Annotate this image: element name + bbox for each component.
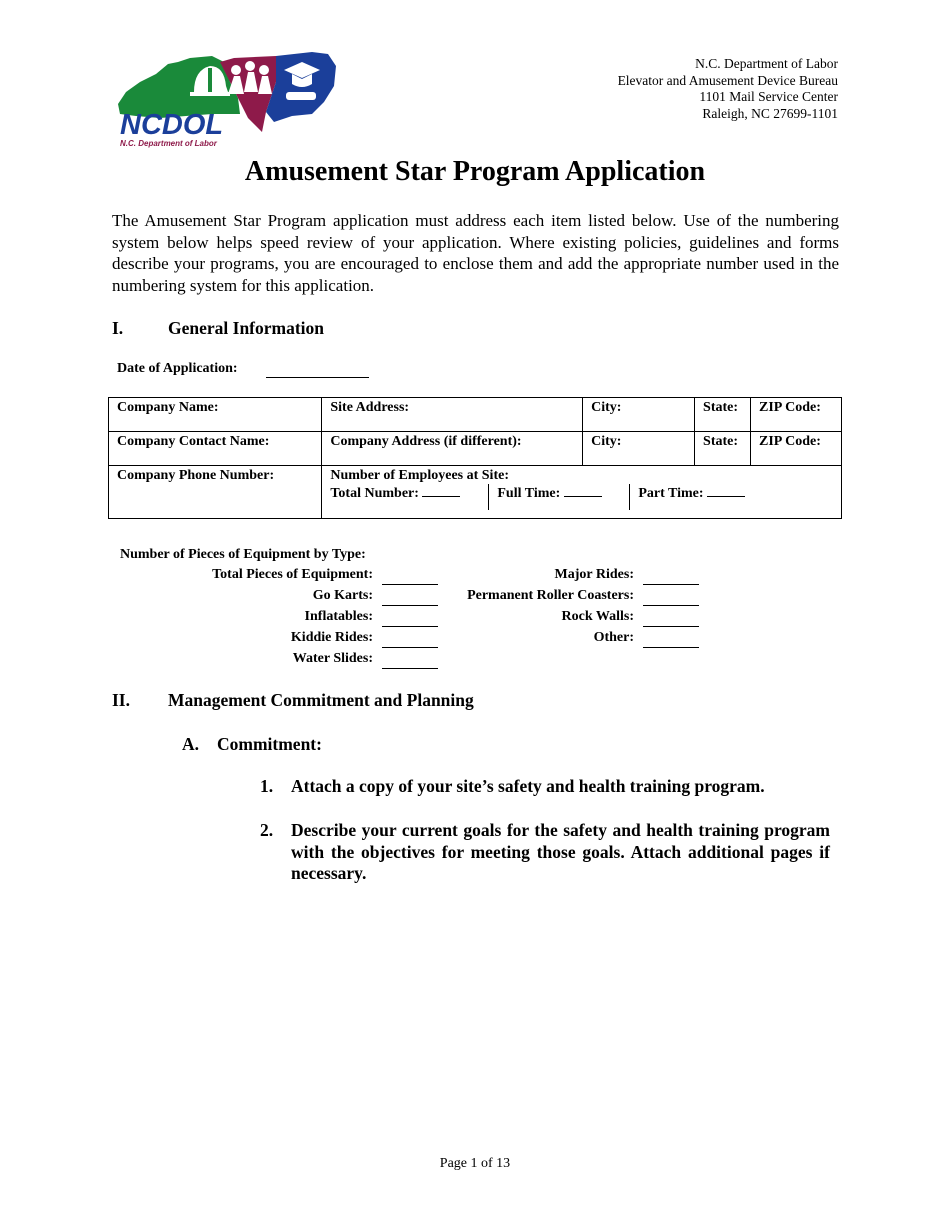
subsection-title: Commitment: [217, 734, 322, 754]
subsection-commitment [182, 734, 322, 755]
company-contact-name-field[interactable]: Company Contact Name: [109, 432, 322, 466]
section-number: I. [112, 318, 124, 338]
full-time-field[interactable] [488, 484, 629, 510]
equipment-label-other: Other: [593, 630, 634, 645]
full-time-blank[interactable] [564, 484, 602, 497]
part-time-blank[interactable] [707, 484, 745, 497]
equipment-label-water-slides: Water Slides: [292, 651, 373, 666]
equipment-field-inflatables[interactable] [382, 626, 438, 627]
equipment-field-other[interactable] [643, 647, 699, 648]
equipment-field-kiddie-rides[interactable] [382, 647, 438, 648]
date-of-application-label: Date of Application: [117, 361, 238, 376]
equipment-label-roller-coasters: Permanent Roller Coasters: [467, 588, 634, 603]
equipment-label-kiddie-rides: Kiddie Rides: [290, 630, 373, 645]
bureau-address [618, 56, 838, 122]
equipment-field-water-slides[interactable] [382, 668, 438, 669]
subsection-letter: A. [182, 734, 200, 754]
intro-paragraph: The Amusement Star Program application must address each item listed below. Use of the numbering system below helps speed review of your application. Where existing policies, guidelines and forms describe your programs, you are encouraged to enclose them and add the appropriate number used in the numbering system for this application. [112, 211, 839, 295]
part-time-label: Part Time: [638, 486, 704, 501]
item-number: 2. [260, 820, 274, 840]
address-line-2: Elevator and Amusement Device Bureau [617, 72, 838, 88]
item-text: Attach a copy of your site’s safety and health training program. [291, 776, 765, 796]
logo-subtext: N.C. Department of Labor [120, 139, 217, 148]
ncdol-logo [116, 52, 338, 148]
total-employees-label: Total Number: [330, 486, 419, 501]
site-zip-field[interactable]: ZIP Code: [751, 398, 842, 432]
page-title: Amusement Star Program Application [244, 156, 706, 187]
equipment-field-major-rides[interactable] [643, 584, 699, 585]
site-address-field[interactable]: Site Address: [322, 398, 583, 432]
item-number: 1. [260, 776, 274, 796]
date-of-application-field[interactable] [266, 377, 369, 378]
address-line-3: 1101 Mail Service Center [699, 89, 838, 104]
company-city-field[interactable]: City: [583, 432, 695, 466]
equipment-heading: Number of Pieces of Equipment by Type: [120, 547, 366, 562]
equipment-label-inflatables: Inflatables: [304, 609, 373, 624]
equipment-field-go-karts[interactable] [382, 605, 438, 606]
company-state-field[interactable]: State: [695, 432, 751, 466]
address-line-1: N.C. Department of Labor [695, 56, 838, 71]
company-name-field[interactable]: Company Name: [109, 398, 322, 432]
list-item [260, 820, 830, 885]
item-text: Describe your current goals for the safety and health training program with the objectives for meeting those goals. Attach additional pages if necessary. [291, 820, 830, 883]
employees-label: Number of Employees at Site: [330, 468, 509, 483]
section-title: General Information [168, 318, 325, 338]
table-row [109, 466, 842, 519]
site-state-field[interactable]: State: [695, 398, 751, 432]
section-title: Management Commitment and Planning [168, 690, 474, 710]
equipment-label-rock-walls: Rock Walls: [561, 609, 634, 624]
total-employees-field[interactable] [322, 484, 488, 510]
equipment-field-roller-coasters[interactable] [643, 605, 699, 606]
total-employees-blank[interactable] [422, 484, 460, 497]
company-zip-field[interactable]: ZIP Code: [751, 432, 842, 466]
logo-text: NCDOL [120, 109, 224, 141]
full-time-label: Full Time: [497, 486, 561, 501]
address-line-4: Raleigh, NC 27699-1101 [702, 105, 838, 121]
list-item [260, 776, 830, 798]
company-address-field[interactable]: Company Address (if different): [322, 432, 583, 466]
company-phone-field[interactable]: Company Phone Number: [109, 466, 322, 519]
site-city-field[interactable]: City: [583, 398, 695, 432]
equipment-field-rock-walls[interactable] [643, 626, 699, 627]
equipment-label-total: Total Pieces of Equipment: [212, 567, 373, 582]
table-row [109, 398, 842, 432]
equipment-label-go-karts: Go Karts: [312, 588, 373, 603]
company-info-table [108, 397, 842, 519]
table-row [109, 432, 842, 466]
equipment-label-major-rides: Major Rides: [554, 567, 634, 582]
part-time-field[interactable] [629, 484, 753, 510]
employees-cell [322, 466, 842, 519]
section-number: II. [112, 690, 130, 710]
page-number: Page 1 of 13 [439, 1156, 511, 1171]
equipment-field-total[interactable] [382, 584, 438, 585]
